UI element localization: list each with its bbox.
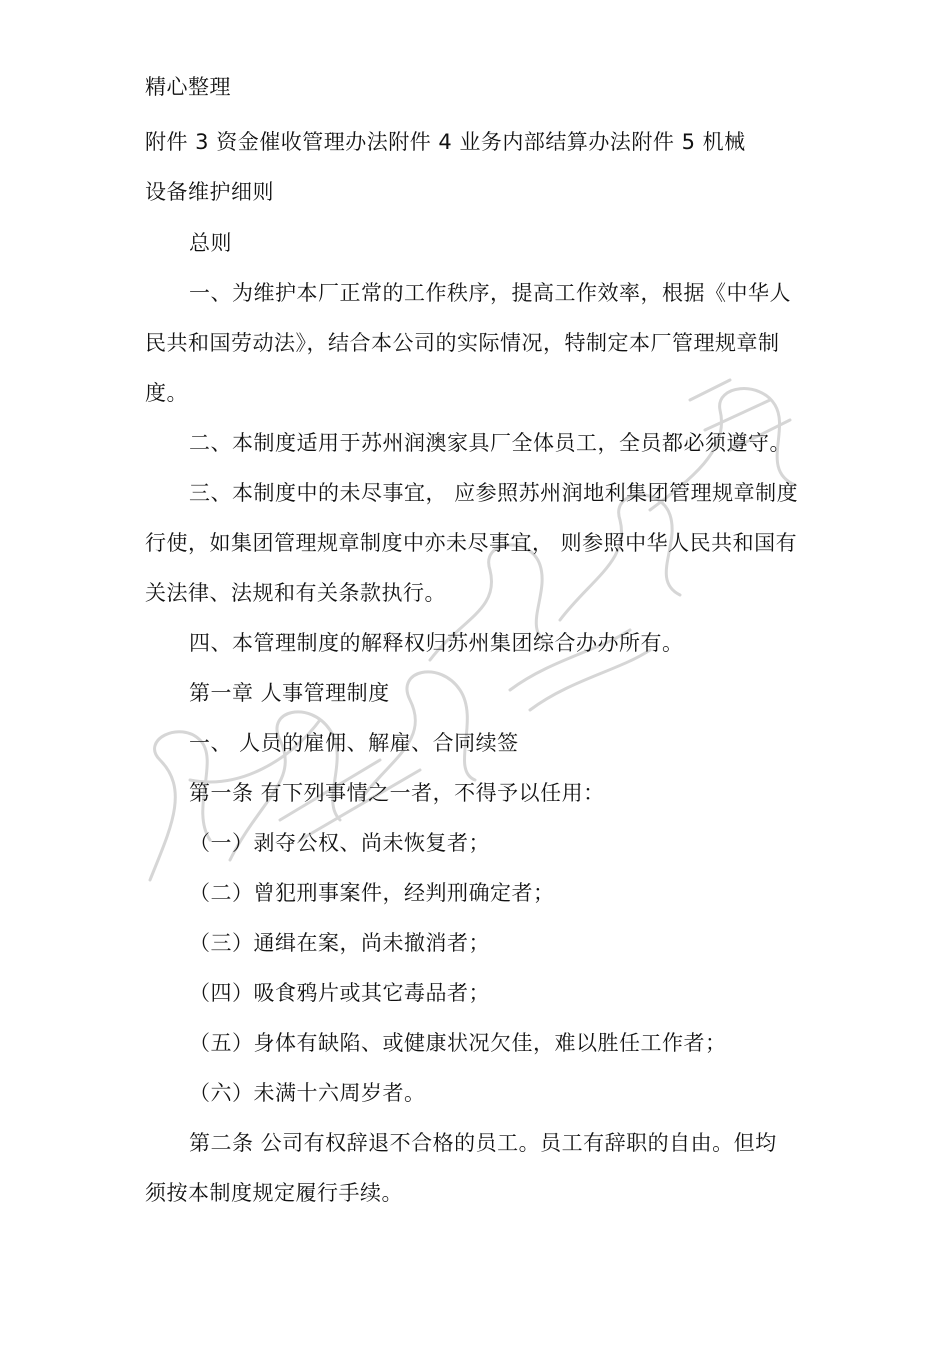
section-1-heading: 一、 人员的雇佣、解雇、合同续签: [189, 731, 519, 755]
article-2-line-1: 第二条 公司有权辞退不合格的员工。员工有辞职的自由。但均: [189, 1131, 777, 1155]
attachments-line-2: 设备维护细则: [145, 180, 274, 204]
page-header-title: 精心整理: [145, 75, 231, 99]
attachments-line-1: 附件 3 资金催收管理办法附件 4 业务内部结算办法附件 5 机械: [145, 130, 746, 154]
general-item-3-line-1: 三、本制度中的未尽事宜， 应参照苏州润地利集团管理规章制度: [189, 481, 799, 505]
clause-item: （五）身体有缺陷、或健康状况欠佳，难以胜任工作者；: [189, 1031, 727, 1055]
clause-item: （三）通缉在案，尚未撤消者；: [189, 931, 490, 955]
general-item-2: 二、本制度适用于苏州润澳家具厂全体员工，全员都必须遵守。: [189, 431, 791, 455]
general-item-1-line-1: 一、为维护本厂正常的工作秩序，提高工作效率，根据《中华人: [189, 281, 791, 305]
general-item-3-line-2: 行使，如集团管理规章制度中亦未尽事宜， 则参照中华人民共和国有: [145, 531, 798, 555]
chapter-1-heading: 第一章 人事管理制度: [189, 681, 390, 705]
general-item-3-line-3: 关法律、法规和有关条款执行。: [145, 581, 446, 605]
article-1: 第一条 有下列事情之一者，不得予以任用：: [189, 781, 605, 805]
clause-item: （六）未满十六周岁者。: [189, 1081, 426, 1105]
general-heading: 总则: [189, 231, 232, 255]
clause-item: （一）剥夺公权、尚未恢复者；: [189, 831, 490, 855]
clause-item: （四）吸食鸦片或其它毒品者；: [189, 981, 490, 1005]
general-item-4: 四、本管理制度的解释权归苏州集团综合办办所有。: [189, 631, 684, 655]
general-item-1-line-2: 民共和国劳动法》，结合本公司的实际情况，特制定本厂管理规章制: [145, 331, 780, 355]
article-2-line-2: 须按本制度规定履行手续。: [145, 1181, 403, 1205]
general-item-1-line-3: 度。: [145, 381, 188, 405]
clause-item: （二）曾犯刑事案件，经判刑确定者；: [189, 881, 555, 905]
